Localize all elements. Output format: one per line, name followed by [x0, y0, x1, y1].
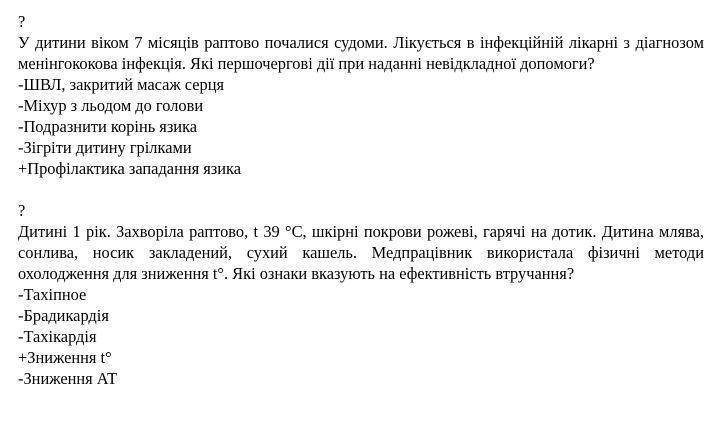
question-stem: У дитини віком 7 місяців раптово почалися судоми. Лікується в інфекційній лікарні з діагнозом менінгококова інфекція. Які першочергові дії при наданні невідкладної допомоги? [18, 33, 704, 73]
question-marker: ? [18, 201, 26, 220]
answer-option: -Тахіпное [18, 285, 87, 304]
question-block [18, 11, 704, 179]
question-stem: Дитині 1 рік. Захворіла раптово, t 39 °С, шкірні покрови рожеві, гарячі на дотик. Дитина млява, сонлива, носик закладений, сухий кашель. Медпрацівник використала фізичні методи охолодження для зниження t°. Які ознаки вказують на ефективність втручання? [18, 222, 704, 283]
answer-option: -Брадикардія [18, 306, 109, 325]
answer-option: -Подразнити корінь язика [18, 117, 198, 136]
question-block [18, 200, 704, 389]
blank-line [18, 179, 704, 200]
answer-option: -Зігріти дитину грілками [18, 138, 192, 157]
answer-option: -Зниження АТ [18, 369, 118, 388]
correct-answer-option: +Профілактика западання язика [18, 159, 242, 178]
answer-option: -Міхур з льодом до голови [18, 96, 204, 115]
question-marker: ? [18, 12, 26, 31]
answer-option: -Тахікардія [18, 327, 97, 346]
answer-option: -ШВЛ, закритий масаж серця [18, 75, 225, 94]
document-page [18, 11, 704, 389]
correct-answer-option: +Зниження t° [18, 348, 112, 367]
